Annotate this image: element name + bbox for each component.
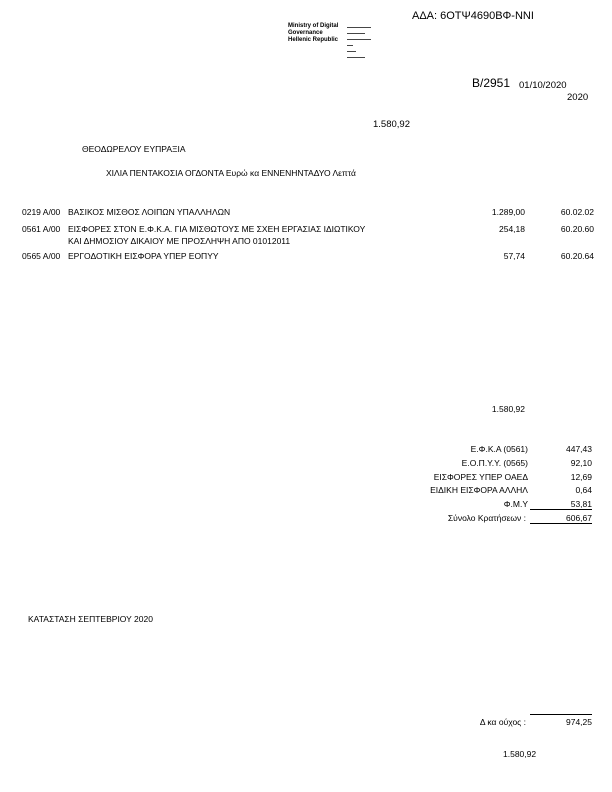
line-desc: ΕΙΣΦΟΡΕΣ ΣΤΟΝ Ε.Φ.Κ.Α. ΓΙΑ ΜΙΣΘΩΤΟΥΣ ΜΕ ΣΧΕΗ ΕΡΓΑΣΙΑΣ ΙΔΙΩΤΙΚΟΥ [68,224,366,234]
deduction-label: Φ.Μ.Υ [503,499,528,509]
ada-code: ΑΔΑ: 6ΟΤΨ4690ΒΦ-ΝΝΙ [412,10,534,22]
document-number: Β/2951 [472,76,511,90]
logo-line: Hellenic Republic [288,37,339,43]
deduction-value: 12,69 [570,472,592,482]
line-desc: ΒΑΣΙΚΟΣ ΜΙΣΘΟΣ ΛΟΙΠΩΝ ΥΠΑΛΛΗΛΩΝ [68,207,231,217]
line-account: 60.02.02 [560,207,594,217]
signature-stamp: ▬▬▬▬▬▬▬▬ ▬▬▬▬▬▬ ▬▬▬▬▬▬▬▬ ▬▬ ▬▬▬ ▬▬▬▬▬▬ [347,25,371,59]
lines-total: 1.580,92 [491,404,525,414]
grand-total: 1.580,92 [503,749,537,759]
document-year: 2020 [567,92,589,103]
deduction-value: 92,10 [570,458,592,468]
logo [288,23,338,44]
deduction-label: Ε.Φ.Κ.Α (0561) [470,444,528,454]
document-date: 01/10/2020 [519,80,567,91]
line-amount: 57,74 [503,251,525,261]
deductions-total-label: Σύνολο Κρατήσεων : [447,513,526,523]
deduction-label: ΕΙΔΙΚΗ ΕΙΣΦΟΡΑ ΑΛΛΗΛ [430,485,528,495]
line-account: 60.20.64 [560,251,594,261]
line-amount: 254,18 [499,224,525,234]
line-desc-2: ΚΑΙ ΔΗΜΟΣΙΟΥ ΔΙΚΑΙΟΥ ΜΕ ΠΡΟΣΛΗΨΗ ΑΠΟ 01012011 [68,236,291,246]
deduction-value: 447,43 [566,444,592,454]
line-desc: ΕΡΓΟΔΟΤΙΚΗ ΕΙΣΦΟΡΑ ΥΠΕΡ ΕΟΠΥΥ [68,251,219,261]
deduction-label: ΕΙΣΦΟΡΕΣ ΥΠΕΡ ΟΑΕΔ [433,472,528,482]
deduction-value: 53,81 [530,499,592,510]
net-amount: 974,25 [530,714,592,727]
statement-title: ΚΑΤΑΣΤΑΣΗ ΣΕΠΤΕΒΡΙΟΥ 2020 [28,614,153,624]
line-code: 0219 Α/00 [22,207,61,217]
logo-line: Ministry of Digital [288,23,339,29]
net-label: Δ κα ούχος : [479,717,526,727]
payee: ΘΕΟΔΩΡΕΛΟΥ ΕΥΠΡΑΞΙΑ [82,144,186,154]
deduction-value: 0,64 [575,485,592,495]
amount-top: 1.580,92 [373,119,410,130]
deductions-total: 606,67 [530,513,592,524]
line-amount: 1.289,00 [491,207,525,217]
line-code: 0565 Α/00 [22,251,61,261]
line-account: 60.20.60 [560,224,594,234]
logo-line: Governance [288,30,323,36]
line-code: 0561 Α/00 [22,224,61,234]
amount-in-words: ΧΙΛΙΑ ΠΕΝΤΑΚΟΣΙΑ ΟΓΔΟΝΤΑ Ευρώ κα ΕΝΝΕΝΗΝΤΑΔΥΟ Λεπτά [106,168,356,178]
deduction-label: Ε.Ο.Π.Υ.Υ. (0565) [461,458,528,468]
